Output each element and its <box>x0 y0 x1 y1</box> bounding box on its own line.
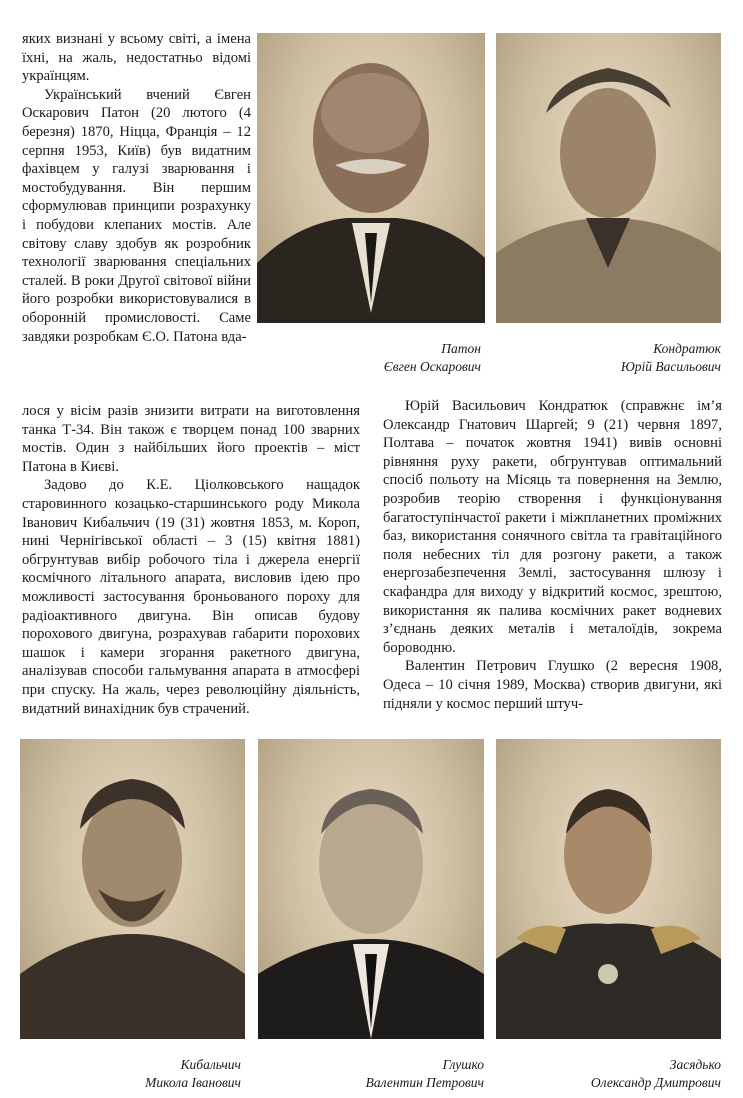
caption-names: Валентин Петрович <box>365 1075 484 1090</box>
paragraph-kybalchych: Задово до К.Е. Ціолковського нащадок старовинного козацько-старшинського роду Микола Іванович Кибальчич (19 (31) жовтня 1853, м. Короп, нині Чернігівської області – 3 (15) квітня 1881) обгрунтував вибір робочого тіла і джерела енергії космічного літального апарата, висловив ідею про можливості застосування броньованого пороху для радіоактивного двигуна. Він описав будову порохового двигуна, розрахував габарити порохових шашок і камери згорання ракетного двигуна, аналізував способи гальмування апарата в атмосфері при спуску. На жаль, через революційну діяльність, видатний винахідник був страчений. <box>22 477 360 717</box>
paragraph-glushko: Валентин Петрович Глушко (2 вересня 1908, Одеса – 10 січня 1989, Москва) створив двигуни, які підняли у космос перший штуч- <box>383 658 722 712</box>
caption-names: Олександр Дмитрович <box>590 1075 721 1090</box>
portrait-kondratyuk <box>496 33 721 323</box>
portrait-zasyadko <box>496 739 721 1039</box>
article-left-bottom <box>22 402 360 718</box>
caption-names: Євген Оскарович <box>383 359 481 374</box>
portrait-glushko <box>258 739 484 1039</box>
paragraph-paton: Український вчений Євген Оскарович Патон (20 лютого (4 березня) 1870, Ніцца, Франція – 12 серпня 1953, Київ) був видатним фахівцем у галузі зварювання і мостобудування. Він першим сформулював принципи розрахунку і побудови клепаних мостів. Але світову славу здобув як розробник технології зварювання спеціальних сталей. В роки Другої світової війни його розробки використовувалися в оборонній промисловості. Саме завдяки розробкам Є.О. Патона вда- <box>22 86 251 345</box>
portrait-kybalchych <box>20 739 245 1039</box>
caption-surname: Глушко <box>442 1057 484 1072</box>
paragraph: яких визнані у всьому світі, а імена їхні, на жаль, недостатньо відомі українцям. <box>22 31 251 85</box>
caption-surname: Кибальчич <box>180 1057 241 1072</box>
caption-zasyadko <box>496 1056 721 1092</box>
caption-names: Микола Іванович <box>145 1075 241 1090</box>
caption-glushko <box>258 1056 484 1092</box>
portrait-paton <box>257 33 485 323</box>
caption-kondratyuk <box>496 340 721 376</box>
caption-kybalchych <box>20 1056 241 1092</box>
caption-surname: Патон <box>441 341 481 356</box>
caption-surname: Засядько <box>669 1057 721 1072</box>
paragraph: лося у вісім разів знизити витрати на виготовлення танка Т-34. Він також є творцем понад 100 зварних мостів. Один з найбільших його проектів – міст Патона в Києві. <box>22 403 360 475</box>
article-left-top <box>22 30 251 346</box>
caption-paton <box>257 340 481 376</box>
paragraph-kondratyuk: Юрій Васильович Кондратюк (справжнє ім’я Олександр Гнатович Шаргей; 9 (21) червня 1897, Полтава – початок жовтня 1941) вивів основні рівняння руху ракети, обгрунтував оптимальний спосіб польоту на Місяць та повернення на Землю, розробив теорію створення і функціонування багатоступінчастої ракети і міжпланетних проміжних баз, використання сонячного світла та гравітаційного поля небесних тіл для розгону ракети, а також енергозабезпечення Землі, застосування шлюзу і скафандра для виходу у відкритий космос, зрештою, використання як палива космічних ракет водневих з’єднань деяких металів і металоїдів, зокрема бороводню. <box>383 398 722 656</box>
caption-names: Юрій Васильович <box>620 359 721 374</box>
article-right <box>383 397 722 713</box>
caption-surname: Кондратюк <box>653 341 721 356</box>
